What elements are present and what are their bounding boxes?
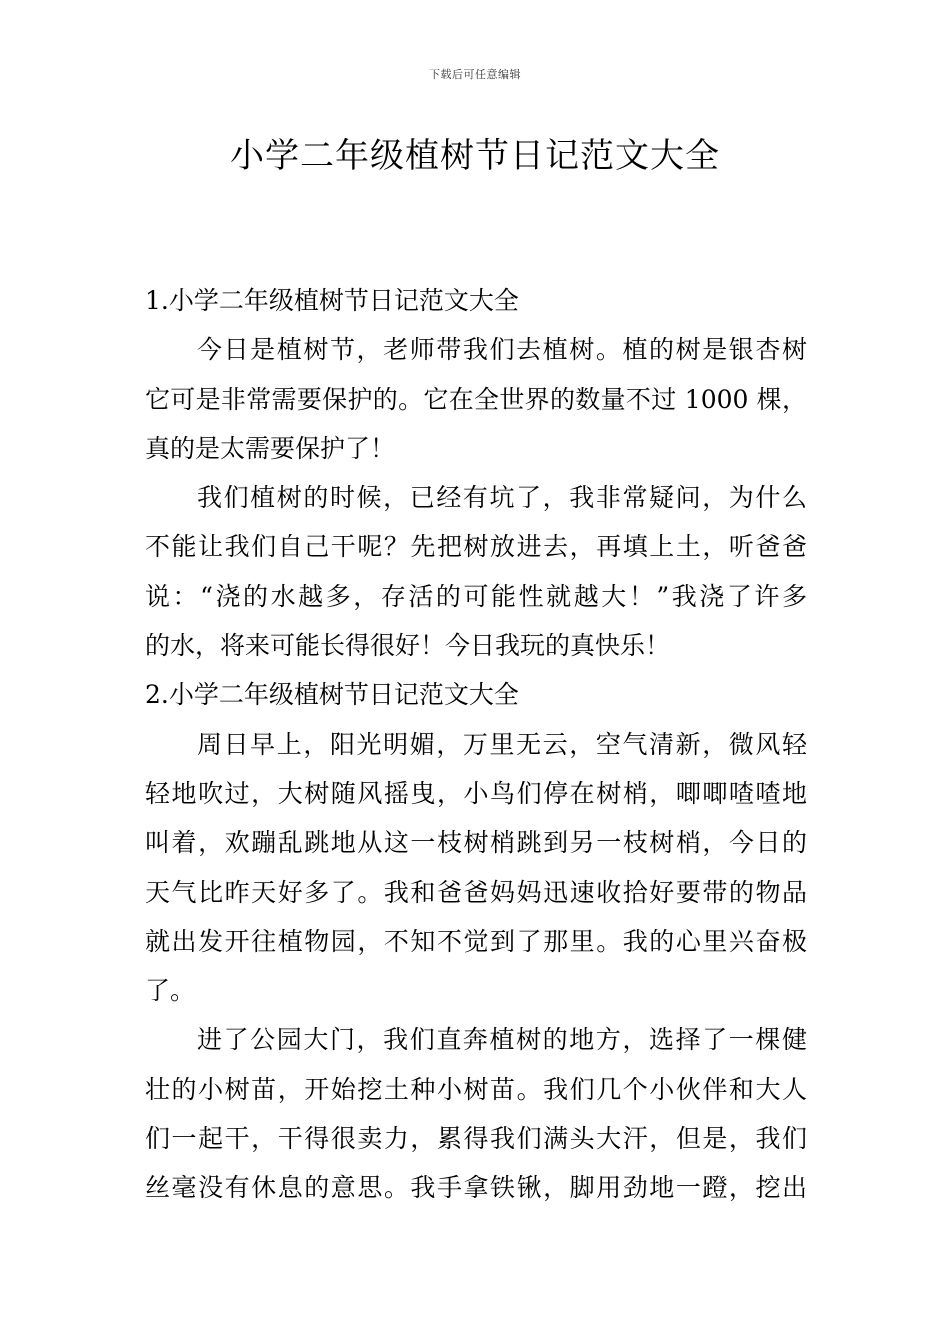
paragraph (145, 1015, 807, 1212)
text-line: 不能让我们自己干呢？先把树放进去，再填上土，听爸爸 (145, 532, 807, 562)
text-line: 天气比昨天好多了。我和爸爸妈妈迅速收拾好要带的物品 (145, 877, 807, 907)
text-line: 丝毫没有休息的意思。我手拿铁锹，脚用劲地一蹬，挖出 (145, 1173, 807, 1203)
text-line: 进了公园大门，我们直奔植树的地方，选择了一棵健 (197, 1025, 807, 1055)
text-line: 轻地吹过，大树随风摇曳，小鸟们停在树梢，唧唧喳喳地 (145, 778, 807, 808)
text-line: 说：“浇的水越多，存活的可能性就越大！”我浇了许多 (145, 581, 807, 611)
paragraph (145, 473, 807, 670)
text-line: 就出发开往植物园，不知不觉到了那里。我的心里兴奋极 (145, 926, 807, 956)
text-line: 今日是植树节，老师带我们去植树。植的树是银杏树 (197, 335, 807, 365)
paragraph (145, 325, 807, 473)
document-title: 小学二年级植树节日记范文大全 (230, 136, 720, 176)
text-line: 们一起干，干得很卖力，累得我们满头大汗，但是，我们 (145, 1124, 807, 1154)
text-line: 真的是太需要保护了！ (145, 433, 396, 463)
header-watermark: 下载后可任意编辑 (429, 68, 521, 81)
document-body (145, 276, 807, 1213)
section-heading: 2.小学二年级植树节日记范文大全 (145, 680, 519, 710)
text-line: 了。 (145, 976, 196, 1006)
text-line: 叫着，欢蹦乱跳地从这一枝树梢跳到另一枝树梢，今日的 (145, 828, 807, 858)
text-line: 它可是非常需要保护的。它在全世界的数量不过 1000 棵， (145, 384, 807, 414)
text-line: 周日早上，阳光明媚，万里无云，空气清新，微风轻 (197, 729, 807, 759)
paragraph (145, 720, 807, 1016)
text-line: 我们植树的时候，已经有坑了，我非常疑问，为什么 (197, 483, 807, 513)
section-heading: 1.小学二年级植树节日记范文大全 (145, 286, 519, 315)
text-line: 的水，将来可能长得很好！今日我玩的真快乐！ (145, 631, 671, 661)
text-line: 壮的小树苗，开始挖土种小树苗。我们几个小伙伴和大人 (145, 1074, 807, 1104)
